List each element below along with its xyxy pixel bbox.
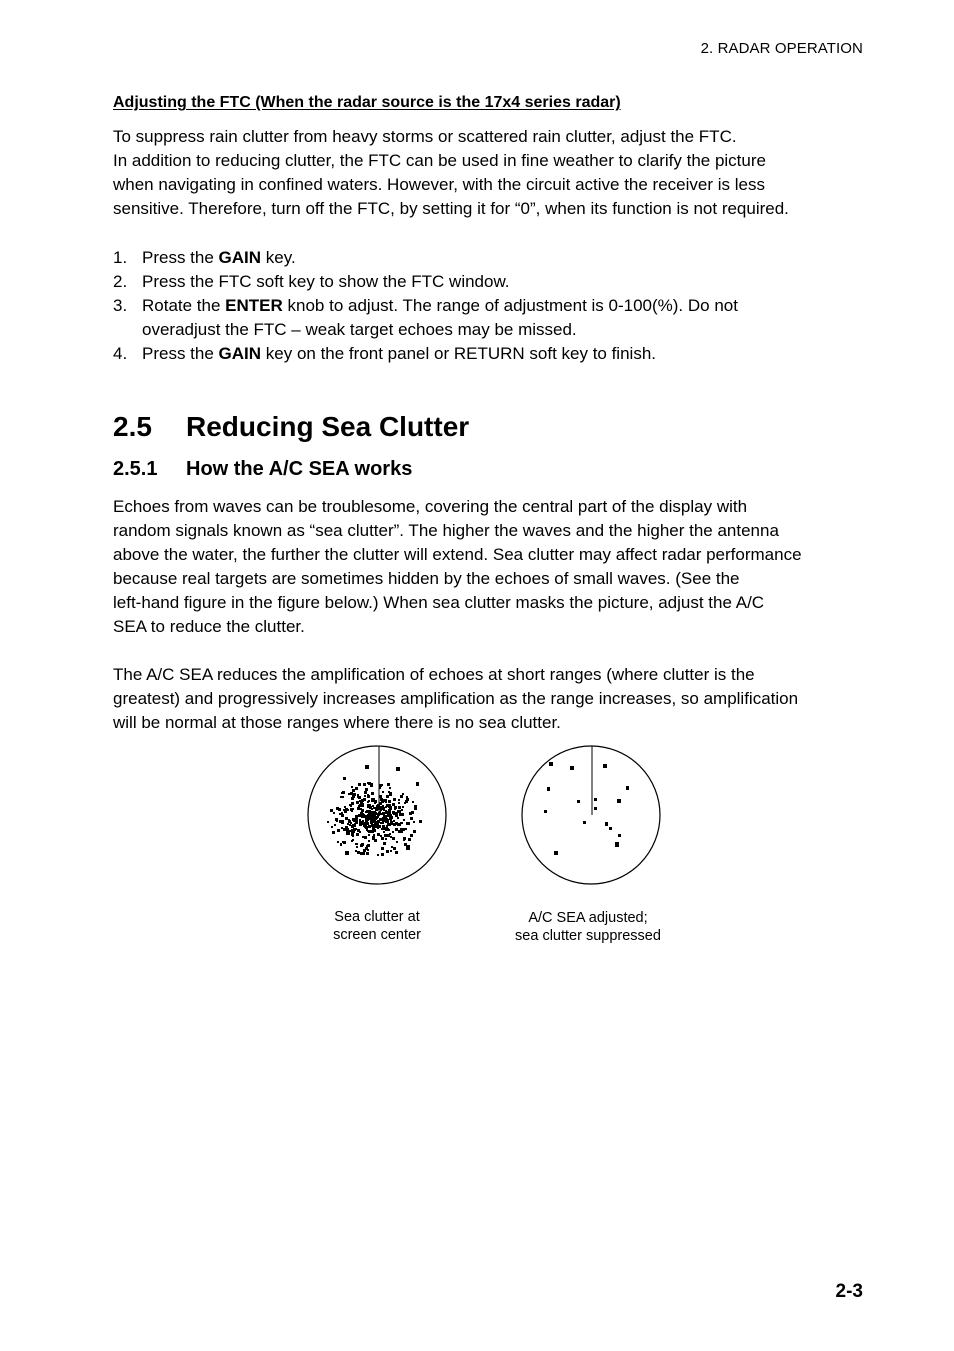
step-text: Press the GAIN key. <box>142 248 296 267</box>
clutter-echo <box>360 852 363 855</box>
clutter-echo <box>403 819 405 821</box>
step-number: 3. <box>113 296 128 315</box>
clutter-echo <box>398 802 400 804</box>
clutter-echo <box>387 783 390 786</box>
clutter-echo <box>393 798 396 801</box>
list-item <box>113 246 865 270</box>
clutter-echo <box>357 807 360 810</box>
clutter-echo <box>350 805 352 807</box>
clutter-echo <box>402 793 404 795</box>
clutter-echo <box>380 813 382 815</box>
subsection-title: How the A/C SEA works <box>186 458 413 480</box>
clutter-echo <box>378 808 380 810</box>
text-line: when navigating in confined waters. However, with the circuit active the receiver is less <box>113 175 765 194</box>
clutter-echo <box>398 823 401 826</box>
clutter-echo <box>388 791 390 793</box>
clutter-echo <box>370 811 373 814</box>
clutter-echo <box>364 795 366 797</box>
clutter-echo <box>385 810 387 812</box>
clutter-echo <box>351 833 354 836</box>
text-line: above the water, the further the clutter will extend. Sea clutter may affect radar performance <box>113 545 802 564</box>
clutter-echo <box>396 841 398 843</box>
clutter-echo <box>378 805 380 807</box>
radar-scope-suppressed <box>522 746 660 884</box>
text-line: random signals known as “sea clutter”. The higher the waves and the higher the antenna <box>113 521 779 540</box>
clutter-echo <box>368 782 371 785</box>
clutter-echo <box>390 850 392 852</box>
clutter-echo <box>337 841 339 843</box>
clutter-echo <box>350 822 352 824</box>
clutter-echo <box>393 820 395 822</box>
clutter-echo <box>414 807 417 810</box>
list-item <box>113 342 865 366</box>
clutter-echo <box>392 803 395 806</box>
clutter-echo <box>398 810 401 813</box>
clutter-echo <box>342 796 344 798</box>
clutter-echo <box>368 800 370 802</box>
clutter-echo <box>373 827 375 829</box>
clutter-echo <box>386 795 389 798</box>
text-line: In addition to reducing clutter, the FTC can be used in fine weather to clarify the picture <box>113 151 766 170</box>
clutter-echo <box>360 844 363 847</box>
step-text: Press the FTC soft key to show the FTC window. <box>142 272 510 291</box>
clutter-echo <box>369 806 372 809</box>
clutter-echo <box>372 838 374 840</box>
clutter-echo <box>405 800 408 803</box>
clutter-echo <box>348 831 350 833</box>
clutter-echo <box>397 817 399 819</box>
clutter-echo <box>356 821 358 823</box>
clutter-echo <box>364 791 367 794</box>
clutter-echo <box>346 809 348 811</box>
clutter-echo <box>330 809 333 812</box>
clutter-echo <box>403 837 406 840</box>
clutter-echo <box>327 821 329 823</box>
clutter-echo <box>354 825 356 827</box>
clutter-echo <box>362 813 364 815</box>
section-number: 2.5 <box>113 411 152 442</box>
clutter-echo <box>387 819 389 821</box>
clutter-echo <box>374 824 376 826</box>
clutter-echo <box>366 810 369 813</box>
clutter-echo <box>358 814 361 817</box>
key-name: GAIN <box>218 248 262 267</box>
clutter-echo <box>371 792 374 795</box>
clutter-echo <box>390 822 393 825</box>
clutter-echo <box>413 821 415 823</box>
clutter-echo <box>352 825 354 827</box>
clutter-echo <box>395 851 398 854</box>
clutter-echo <box>333 812 335 814</box>
clutter-echo <box>371 816 374 819</box>
clutter-echo <box>379 818 382 821</box>
text-line: The A/C SEA reduces the amplification of echoes at short ranges (where clutter is the <box>113 665 755 684</box>
clutter-echo <box>380 835 382 837</box>
clutter-echo <box>351 786 353 788</box>
text-line: SEA to reduce the clutter. <box>113 617 305 636</box>
clutter-echo <box>387 814 389 816</box>
clutter-echo <box>341 821 344 824</box>
ac-sea-paragraph <box>113 663 865 735</box>
clutter-echo <box>366 822 369 825</box>
text-line: will be normal at those ranges where there is no sea clutter. <box>113 713 561 732</box>
key-name: GAIN <box>218 344 262 363</box>
clutter-echo <box>392 837 395 840</box>
clutter-echo <box>361 815 364 818</box>
clutter-echo <box>364 836 367 839</box>
step-number: 1. <box>113 248 128 267</box>
clutter-echo <box>365 816 367 818</box>
clutter-echo <box>381 847 384 850</box>
clutter-echo <box>377 833 380 836</box>
clutter-echo <box>368 840 370 842</box>
clutter-echo <box>390 836 392 838</box>
text-line: greatest) and progressively increases amplification as the range increases, so amplification <box>113 689 799 708</box>
clutter-echo <box>371 824 374 827</box>
clutter-echo <box>340 844 342 846</box>
clutter-echo <box>398 799 400 801</box>
clutter-echo <box>379 811 381 813</box>
clutter-echo <box>351 797 354 800</box>
clutter-echo <box>348 819 350 821</box>
subsection-heading <box>113 458 412 481</box>
clutter-echo <box>383 809 385 811</box>
clutter-echo <box>336 820 338 822</box>
text-line: To suppress rain clutter from heavy storms or scattered rain clutter, adjust the FTC. <box>113 127 737 146</box>
clutter-echo <box>389 793 392 796</box>
clutter-echo <box>358 796 361 799</box>
sea-clutter-paragraph <box>113 495 865 639</box>
clutter-echo <box>411 811 414 814</box>
clutter-echo <box>359 804 362 807</box>
clutter-echo <box>352 839 354 841</box>
ftc-subheading: Adjusting the FTC (When the radar source is the 17x4 series radar) <box>113 94 621 111</box>
clutter-echo <box>382 812 385 815</box>
clutter-echo <box>390 806 392 808</box>
clutter-echo <box>345 826 348 829</box>
clutter-echo <box>378 825 381 828</box>
clutter-echo <box>362 836 364 838</box>
clutter-echo <box>406 796 408 798</box>
ftc-steps-list <box>113 246 865 366</box>
clutter-echo <box>383 815 385 817</box>
clutter-echo <box>352 830 355 833</box>
clutter-echo <box>356 833 359 836</box>
clutter-echo <box>339 813 341 815</box>
clutter-echo <box>369 830 371 832</box>
subsection-number: 2.5.1 <box>113 458 158 480</box>
clutter-echo <box>388 800 391 803</box>
clutter-echo <box>367 830 369 832</box>
clutter-echo <box>402 806 404 808</box>
clutter-echo <box>400 830 403 833</box>
clutter-echo <box>382 818 385 821</box>
running-head: 2. RADAR OPERATION <box>700 40 863 57</box>
clutter-echo <box>367 794 369 796</box>
clutter-echo <box>369 804 371 806</box>
clutter-echo <box>367 806 369 808</box>
step-number: 2. <box>113 272 128 291</box>
clutter-echo <box>410 834 413 837</box>
clutter-echo <box>400 795 403 798</box>
clutter-echo <box>361 809 364 812</box>
clutter-echo <box>401 809 403 811</box>
clutter-echo <box>345 817 348 820</box>
text-line: sensitive. Therefore, turn off the FTC, by setting it for “0”, when its function is not required. <box>113 199 789 218</box>
clutter-echo <box>377 854 379 856</box>
clutter-echo <box>373 807 375 809</box>
clutter-echo <box>359 819 361 821</box>
text-line: Echoes from waves can be troublesome, covering the central part of the display with <box>113 497 748 516</box>
clutter-echo <box>342 841 344 843</box>
clutter-echo <box>355 815 358 818</box>
clutter-echo <box>408 839 410 841</box>
clutter-echo <box>375 817 377 819</box>
clutter-echo <box>371 822 373 824</box>
clutter-echo <box>382 822 384 824</box>
clutter-echo <box>351 802 354 805</box>
clutter-echo <box>395 814 398 817</box>
clutter-echo <box>382 805 384 807</box>
clutter-echo <box>387 823 390 826</box>
clutter-echo <box>385 801 387 803</box>
clutter-echo <box>344 810 346 812</box>
clutter-echo <box>366 820 368 822</box>
clutter-echo <box>341 812 343 814</box>
clutter-echo <box>356 801 359 804</box>
clutter-echo <box>357 851 360 854</box>
right-figure-caption: A/C SEA adjusted; sea clutter suppressed <box>515 910 661 944</box>
clutter-echo <box>385 806 387 808</box>
clutter-echo <box>389 787 391 789</box>
clutter-echo <box>341 814 344 817</box>
radar-scope-cluttered <box>308 746 446 884</box>
clutter-echo <box>381 853 384 856</box>
clutter-echo <box>374 800 377 803</box>
clutter-echo <box>340 796 342 798</box>
clutter-echo <box>392 831 394 833</box>
clutter-echo <box>344 806 346 808</box>
clutter-echo <box>410 817 413 820</box>
clutter-echo <box>382 825 385 828</box>
clutter-echo <box>383 799 385 801</box>
clutter-echo <box>371 830 374 833</box>
clutter-echo <box>356 846 358 848</box>
clutter-echo <box>407 822 410 825</box>
list-item <box>113 270 865 294</box>
radar-comparison-figure <box>300 742 680 892</box>
left-figure-caption: Sea clutter at screen center <box>333 909 421 943</box>
clutter-echo <box>371 799 374 802</box>
clutter-echo <box>337 829 340 832</box>
clutter-echo <box>364 799 366 801</box>
clutter-echo <box>380 822 382 824</box>
clutter-echo <box>412 801 414 803</box>
clutter-echo <box>355 787 358 790</box>
key-name: ENTER <box>225 296 283 315</box>
clutter-echo <box>413 830 416 833</box>
radar-scope-ring <box>522 746 660 884</box>
clutter-echo <box>387 828 389 830</box>
clutter-echo <box>374 830 376 832</box>
clutter-echo <box>380 809 382 811</box>
clutter-echo <box>381 837 383 839</box>
clutter-echo <box>357 829 360 832</box>
clutter-echo <box>368 825 371 828</box>
clutter-echo <box>354 823 356 825</box>
clutter-echo <box>373 834 375 836</box>
clutter-echo <box>363 783 366 786</box>
clutter-echo <box>365 847 368 850</box>
clutter-echo <box>334 824 336 826</box>
clutter-echo <box>332 831 335 834</box>
clutter-echo <box>364 825 367 828</box>
section-title: Reducing Sea Clutter <box>186 411 470 442</box>
clutter-echo <box>374 822 376 824</box>
clutter-echo <box>350 792 353 795</box>
clutter-echo <box>352 789 355 792</box>
list-item <box>113 294 865 342</box>
clutter-echo <box>396 829 398 831</box>
clutter-echo <box>383 842 386 845</box>
clutter-echo <box>362 803 364 805</box>
clutter-echo <box>398 806 401 809</box>
step-text: Press the GAIN key on the front panel or RETURN soft key to finish. <box>142 344 656 363</box>
clutter-echo <box>366 852 369 855</box>
clutter-echo <box>365 788 368 791</box>
clutter-echo <box>355 818 358 821</box>
clutter-echo <box>389 833 391 835</box>
clutter-echo <box>362 800 364 802</box>
clutter-echo <box>331 826 333 828</box>
clutter-echo <box>361 821 364 824</box>
text-line: because real targets are sometimes hidden by the echoes of small waves. (See the <box>113 569 740 588</box>
text-line: left-hand figure in the figure below.) When sea clutter masks the picture, adjust the A/C <box>113 593 765 612</box>
clutter-echo <box>386 850 389 853</box>
clutter-echo <box>347 823 349 825</box>
clutter-echo <box>391 846 393 848</box>
clutter-echo <box>379 784 382 787</box>
clutter-echo <box>377 823 379 825</box>
clutter-echo <box>381 828 383 830</box>
clutter-echo <box>394 808 396 810</box>
clutter-echo <box>368 834 370 836</box>
clutter-echo <box>362 805 364 807</box>
clutter-echo <box>352 808 354 810</box>
clutter-echo <box>374 839 377 842</box>
clutter-echo <box>341 792 343 794</box>
clutter-echo <box>358 783 361 786</box>
clutter-echo <box>393 847 396 850</box>
clutter-echo <box>372 805 374 807</box>
clutter-echo <box>390 819 392 821</box>
clutter-echo <box>356 843 358 845</box>
clutter-echo <box>353 820 355 822</box>
section-heading <box>113 411 469 443</box>
clutter-echo <box>383 831 385 833</box>
clutter-echo <box>405 828 407 830</box>
clutter-echo <box>379 795 382 798</box>
clutter-echo <box>384 834 387 837</box>
clutter-echo <box>366 845 368 847</box>
clutter-echo <box>377 814 379 816</box>
clutter-echo <box>385 838 387 840</box>
clutter-echo <box>348 793 350 795</box>
ftc-intro-paragraph <box>113 125 865 221</box>
clutter-echo <box>349 824 351 826</box>
clutter-echo <box>379 787 381 789</box>
step-number: 4. <box>113 344 128 363</box>
clutter-echo <box>341 827 343 829</box>
clutter-echo <box>355 850 357 852</box>
page-number: 2-3 <box>835 1281 863 1302</box>
clutter-echo <box>382 791 384 793</box>
step-text: Rotate the ENTER knob to adjust. The range of adjustment is 0-100(%). Do not overadjust the FTC – weak target echoes may be missed. <box>142 296 738 339</box>
clutter-echo <box>401 813 404 816</box>
